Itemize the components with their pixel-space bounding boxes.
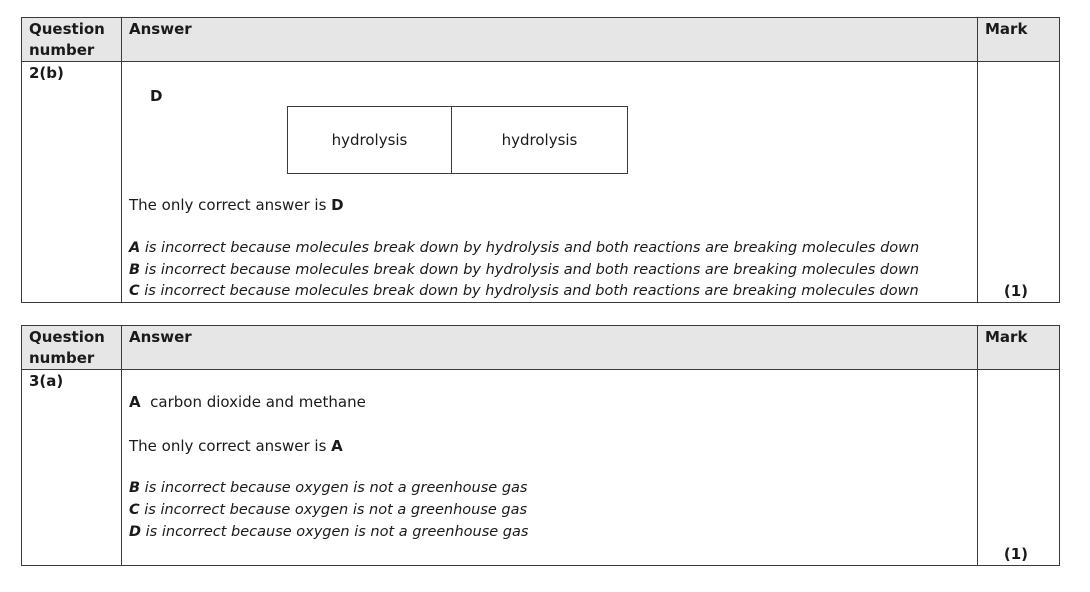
answer-cell — [122, 62, 978, 303]
header-answer: Answer — [122, 18, 978, 62]
incorrect-reason: D is incorrect because oxygen is not a greenhouse gas — [129, 524, 529, 540]
answer-cell — [122, 370, 978, 566]
header-question-number: Question number — [22, 326, 122, 370]
header-mark: Mark — [978, 326, 1060, 370]
question-number: 3(a) — [22, 370, 122, 566]
mark-scheme-table-2b — [21, 17, 1060, 303]
incorrect-reason: C is incorrect because molecules break down by hydrolysis and both reactions are breaking molecules down — [129, 283, 919, 299]
answer-box-cell: hydrolysis — [501, 131, 578, 149]
incorrect-reason: C is incorrect because oxygen is not a greenhouse gas — [129, 502, 528, 518]
answer-box-cell: hydrolysis — [288, 107, 452, 173]
header-question-number: Question number — [22, 18, 122, 62]
answer-letter: D — [150, 87, 163, 105]
incorrect-reason: A is incorrect because molecules break down by hydrolysis and both reactions are breaking molecules down — [129, 240, 920, 256]
incorrect-reason: B is incorrect because molecules break down by hydrolysis and both reactions are breaking molecules down — [129, 262, 920, 278]
answer-box — [287, 106, 628, 174]
question-number: 2(b) — [22, 62, 122, 303]
mark-cell — [978, 62, 1060, 303]
mark-scheme-table-3a — [21, 325, 1060, 566]
correct-answer-statement: The only correct answer is A — [129, 437, 343, 455]
header-mark: Mark — [978, 18, 1060, 62]
mark-value: (1) — [1003, 545, 1028, 563]
incorrect-reason: B is incorrect because oxygen is not a greenhouse gas — [129, 480, 528, 496]
answer-option: A carbon dioxide and methane — [129, 393, 366, 411]
mark-value: (1) — [1003, 282, 1028, 300]
header-answer: Answer — [122, 326, 978, 370]
mark-cell — [978, 370, 1060, 566]
correct-answer-statement: The only correct answer is D — [129, 196, 344, 214]
